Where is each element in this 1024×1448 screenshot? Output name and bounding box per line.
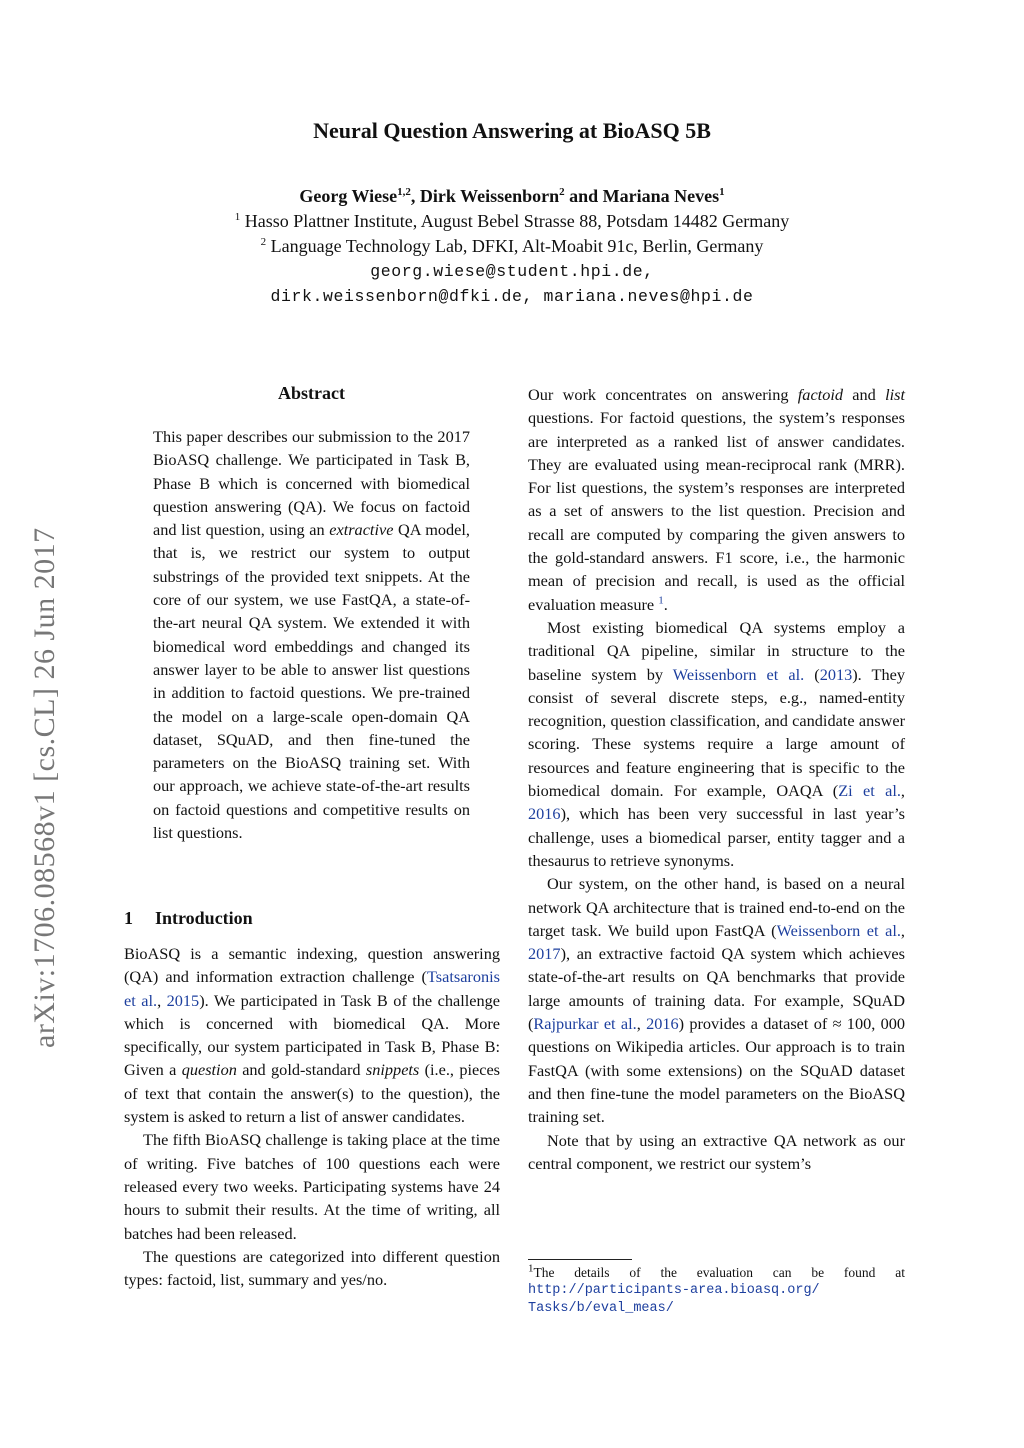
affiliation-mark: 2 [260, 236, 267, 248]
citation-link[interactable]: Tsatsaronis et al. [124, 967, 500, 1010]
paragraph-text: ). We participated in Task B of the challenge which is concerned with biomedical QA. More specifically, our system participated in Task B, Phase B: Given a [124, 990, 500, 1080]
affiliation-mark: 1 [234, 211, 241, 223]
affiliation-line [0, 236, 1024, 257]
intro-body [124, 942, 500, 1291]
citation-link[interactable]: 2013 [819, 664, 853, 684]
paragraph-text: , [900, 920, 905, 940]
abstract-body [153, 425, 470, 844]
paragraph-text: ) provides a dataset of ≈ 100, 000 questions on Wikipedia articles. Our approach is to train FastQA (with some extensions) on the SQuAD dataset and then fine-tune the model parameters on the BioASQ training set. [528, 1014, 906, 1127]
paper-title: Neural Question Answering at BioASQ 5B [313, 118, 711, 143]
footnote-url[interactable]: Tasks/b/eval_meas/ [528, 1301, 674, 1316]
email-line: georg.wiese@student.hpi.de, [370, 262, 654, 281]
citation-link[interactable]: 2017 [528, 944, 561, 964]
citation-link[interactable]: Weissenborn et al. [776, 920, 901, 940]
paragraph-text: Our work concentrates on answering [528, 385, 798, 404]
paragraph: Note that by using an extractive QA network as our central component, we restrict our system’s [528, 1130, 905, 1173]
citation-link[interactable]: Zi et al. [838, 781, 901, 801]
citation-link[interactable]: 2016 [646, 1014, 679, 1034]
paragraph-text: , [636, 1014, 647, 1034]
author-name: Dirk Weissenborn [419, 186, 560, 206]
paragraph-text: BioASQ is a semantic indexing, question answering (QA) and information extraction challenge ( [124, 944, 500, 987]
paragraph-text: ), which has been very successful in last year’s challenge, uses a biomedical parser, entity tagger and a thesaurus to retrieve synonyms. [528, 804, 905, 870]
emphasis: question [181, 1060, 237, 1080]
citation-link[interactable]: 2016 [528, 804, 561, 824]
paragraph: The fifth BioASQ challenge is taking place at the time of writing. Five batches of 100 questions each were released every two weeks. Participating systems have 24 hours to submit their results. At the time of writing, all batches had been released. [124, 1130, 500, 1243]
emphasis: factoid [797, 385, 843, 404]
affiliation-mark: 2 [559, 186, 565, 198]
paragraph-text: (i.e., pieces of text that contain the answer(s) to the question), the system is asked to return a list of answer candidates. [124, 1060, 501, 1127]
affiliation-text: Language Technology Lab, DFKI, Alt-Moabit 91c, Berlin, Germany [270, 236, 764, 256]
paragraph [528, 383, 905, 616]
abstract-heading: Abstract [278, 383, 345, 403]
abstract-emphasis: extractive [329, 520, 394, 540]
paragraph-text: and [843, 385, 886, 404]
paragraph-text: and gold-standard [236, 1060, 366, 1080]
affiliation-line [0, 211, 1024, 232]
footnote [528, 1264, 905, 1318]
emphasis: list [885, 385, 906, 404]
footnote-divider [528, 1259, 632, 1260]
email-line: dirk.weissenborn@dfki.de, mariana.neves@hpi.de [270, 287, 754, 306]
citation-link[interactable]: Rajpurkar et al. [533, 1014, 637, 1034]
affiliation-text: Hasso Plattner Institute, August Bebel Strasse 88, Potsdam 14482 Germany [244, 211, 790, 231]
section-title: Introduction [155, 908, 253, 928]
paragraph-text: . [663, 594, 668, 614]
footnote-url[interactable]: http://participants-area.bioasq.org/ [528, 1283, 820, 1298]
section-heading [124, 908, 500, 929]
paragraph [124, 942, 500, 1128]
paragraph-text: Our system, on the other hand, is based on a neural network QA architecture that is trained end-to-end on the target task. We build upon FastQA ( [528, 874, 905, 940]
paragraph [528, 872, 905, 1128]
paragraph: The questions are categorized into different question types: factoid, list, summary and yes/no. [124, 1246, 500, 1290]
affiliation-mark: 1,2 [397, 186, 411, 198]
author-separator: , [410, 186, 420, 206]
paragraph [528, 616, 905, 872]
paragraph-text: ), an extractive factoid QA system which achieves state-of-the-art results on QA benchmarks that provide large amounts of training data. For example, SQuAD ( [528, 944, 905, 1034]
abstract-text: QA model, that is, we restrict our system to output substrings of the provided text snippets. At the core of our system, we use FastQA, a state-of-the-art neural QA system. We extended it with biomedical word embeddings and changed its answer layer to be able to answer list questions in addition to factoid questions. We pre-trained the model on a large-scale open-domain QA dataset, SQuAD, and then fine-tuned the parameters on the BioASQ training set. With our approach, we achieve state-of-the-art results on factoid questions and competitive results on list questions. [153, 520, 470, 843]
author-separator: and [564, 186, 603, 206]
author-name: Georg Wiese [299, 186, 398, 206]
author-list [0, 186, 1024, 207]
footnote-text: The details of the evaluation can be found at [533, 1265, 905, 1280]
citation-link[interactable]: 2015 [166, 990, 200, 1010]
footnote-text-line [528, 1264, 905, 1282]
section-number: 1 [124, 908, 133, 928]
paragraph-text: ( [804, 664, 820, 684]
paragraph-text: ). They consist of several discrete steps, e.g., named-entity recognition, question classification, and candidate answer scoring. These systems require a large amount of resources and feature engineering that is specific to the biomedical domain. For example, OAQA ( [528, 664, 905, 801]
paragraph-text: , [157, 990, 167, 1010]
paragraph-text: questions. For factoid questions, the system’s responses are interpreted as a ranked list of answer candidates. They are evaluated using mean-reciprocal rank (MRR). For list questions, the system’s responses are interpreted as a set of answers to the list question. Precision and recall are computed by comparing the given answers to the gold-standard answers. F1 score, i.e., the harmonic mean of precision and recall, is used as the official evaluation measure [528, 408, 905, 614]
author-name: Mariana Neves [602, 186, 720, 206]
arxiv-side-label: arXiv:1706.08568v1 [cs.CL] 26 Jun 2017 [28, 527, 61, 1048]
affiliation-mark: 1 [719, 186, 725, 198]
abstract-text: This paper describes our submission to the 2017 BioASQ challenge. We participated in Task B, Phase B which is concerned with biomedical question answering (QA). We focus on factoid and list question, using an [153, 427, 470, 540]
footnote-mark[interactable]: 1 [658, 594, 664, 607]
paragraph-text: , [900, 781, 905, 801]
emphasis: snippets [365, 1060, 420, 1080]
footnote-mark: 1 [528, 1262, 534, 1275]
right-column-body [528, 383, 905, 1175]
paragraph-text: Most existing biomedical QA systems employ a traditional QA pipeline, similar in structure to the baseline system by [528, 617, 905, 684]
citation-link[interactable]: Weissenborn et al. [672, 664, 805, 684]
